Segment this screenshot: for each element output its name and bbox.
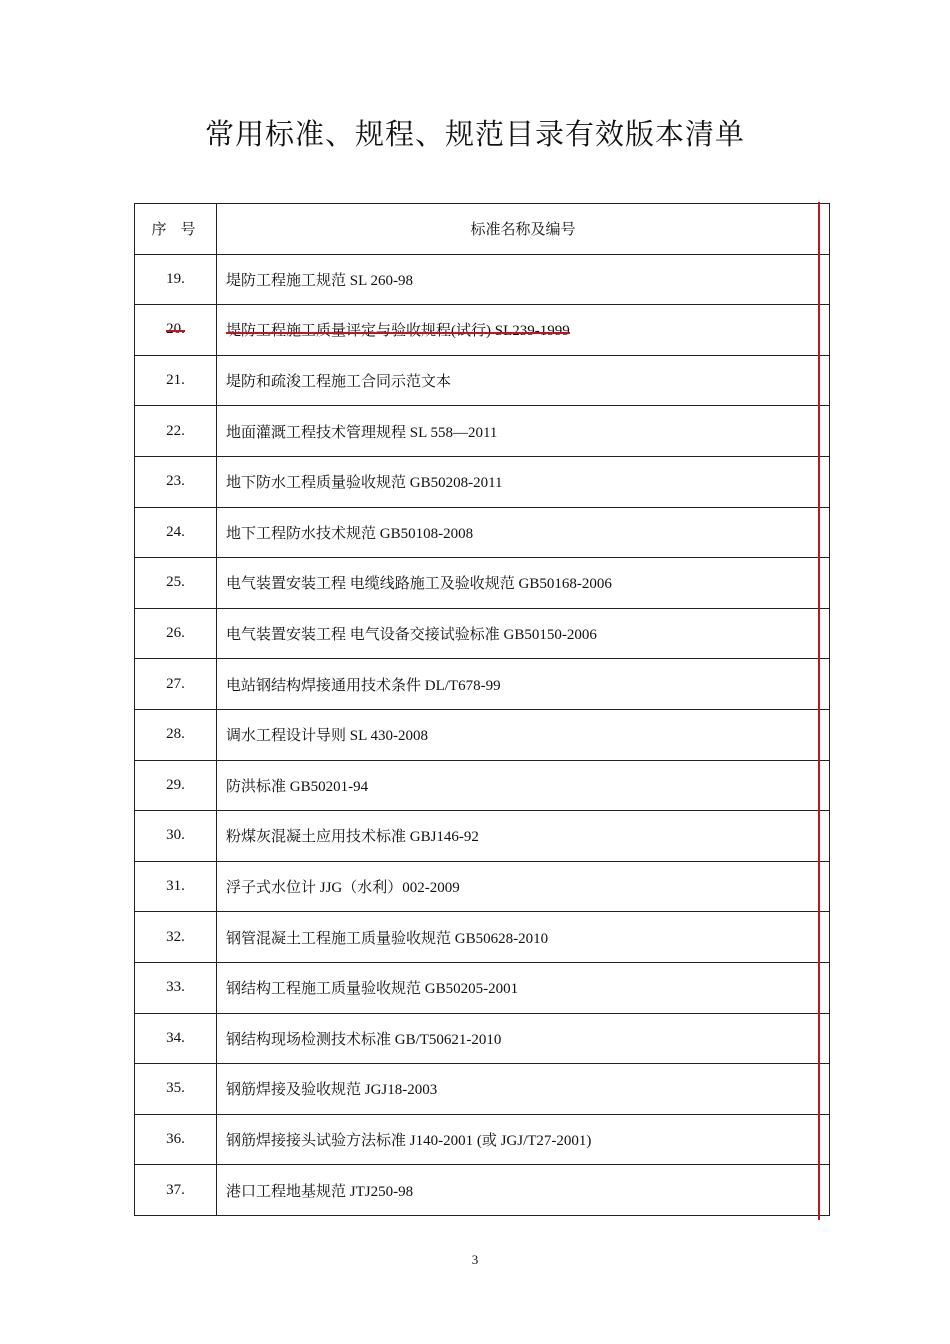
row-seq	[135, 305, 217, 356]
row-seq: 28.	[135, 709, 217, 760]
strikethrough-line	[226, 332, 570, 334]
row-seq: 37.	[135, 1165, 217, 1216]
row-seq: 30.	[135, 811, 217, 862]
row-seq: 22.	[135, 406, 217, 457]
standards-table	[134, 203, 830, 1216]
page-number: 3	[471, 1252, 479, 1267]
row-standard-name: 调水工程设计导则 SL 430-2008	[217, 709, 830, 760]
table-body	[135, 254, 830, 1215]
row-seq: 23.	[135, 456, 217, 507]
table-row	[135, 406, 830, 457]
table-row	[135, 355, 830, 406]
table-row	[135, 912, 830, 963]
table-row	[135, 1013, 830, 1064]
row-standard-name: 电气装置安装工程 电气设备交接试验标准 GB50150-2006	[217, 608, 830, 659]
table-row	[135, 861, 830, 912]
row-standard-name: 钢管混凝土工程施工质量验收规范 GB50628-2010	[217, 912, 830, 963]
row-seq: 26.	[135, 608, 217, 659]
table-row	[135, 811, 830, 862]
table-row	[135, 254, 830, 305]
row-standard-name: 防洪标准 GB50201-94	[217, 760, 830, 811]
table-row	[135, 1064, 830, 1115]
row-standard-name: 地下防水工程质量验收规范 GB50208-2011	[217, 456, 830, 507]
row-standard-name: 浮子式水位计 JJG（水利）002-2009	[217, 861, 830, 912]
header-name: 标准名称及编号	[217, 204, 830, 255]
table-row	[135, 507, 830, 558]
row-standard-name: 钢筋焊接及验收规范 JGJ18-2003	[217, 1064, 830, 1115]
table-row	[135, 709, 830, 760]
row-standard-name: 港口工程地基规范 JTJ250-98	[217, 1165, 830, 1216]
struck-text	[226, 323, 570, 339]
row-standard-name: 粉煤灰混凝土应用技术标准 GBJ146-92	[217, 811, 830, 862]
row-seq: 32.	[135, 912, 217, 963]
struck-text	[166, 321, 185, 337]
row-standard-name: 电站钢结构焊接通用技术条件 DL/T678-99	[217, 659, 830, 710]
row-seq: 21.	[135, 355, 217, 406]
row-seq: 29.	[135, 760, 217, 811]
header-seq: 序号	[135, 204, 217, 255]
table-row	[135, 760, 830, 811]
row-seq: 36.	[135, 1114, 217, 1165]
page-title: 常用标准、规程、规范目录有效版本清单	[204, 117, 745, 151]
revision-margin-line	[818, 202, 820, 1220]
row-standard-name: 地下工程防水技术规范 GB50108-2008	[217, 507, 830, 558]
row-standard-name: 钢结构现场检测技术标准 GB/T50621-2010	[217, 1013, 830, 1064]
row-seq: 25.	[135, 558, 217, 609]
table-row	[135, 659, 830, 710]
row-standard-name: 钢结构工程施工质量验收规范 GB50205-2001	[217, 962, 830, 1013]
table-header-row	[135, 204, 830, 255]
row-seq: 34.	[135, 1013, 217, 1064]
row-seq: 33.	[135, 962, 217, 1013]
row-standard-name: 电气装置安装工程 电缆线路施工及验收规范 GB50168-2006	[217, 558, 830, 609]
table-row	[135, 1165, 830, 1216]
table-row	[135, 608, 830, 659]
strikethrough-line	[166, 330, 185, 332]
row-seq: 31.	[135, 861, 217, 912]
row-seq: 19.	[135, 254, 217, 305]
row-seq: 27.	[135, 659, 217, 710]
row-seq: 24.	[135, 507, 217, 558]
table-row	[135, 1114, 830, 1165]
table-row	[135, 305, 830, 356]
row-standard-name	[217, 305, 830, 356]
row-standard-name: 地面灌溉工程技术管理规程 SL 558—2011	[217, 406, 830, 457]
table-row	[135, 962, 830, 1013]
row-standard-name: 堤防和疏浚工程施工合同示范文本	[217, 355, 830, 406]
row-standard-name: 钢筋焊接接头试验方法标准 J140-2001 (或 JGJ/T27-2001)	[217, 1114, 830, 1165]
row-standard-name: 堤防工程施工规范 SL 260-98	[217, 254, 830, 305]
row-seq: 35.	[135, 1064, 217, 1115]
table-row	[135, 558, 830, 609]
table-row	[135, 456, 830, 507]
